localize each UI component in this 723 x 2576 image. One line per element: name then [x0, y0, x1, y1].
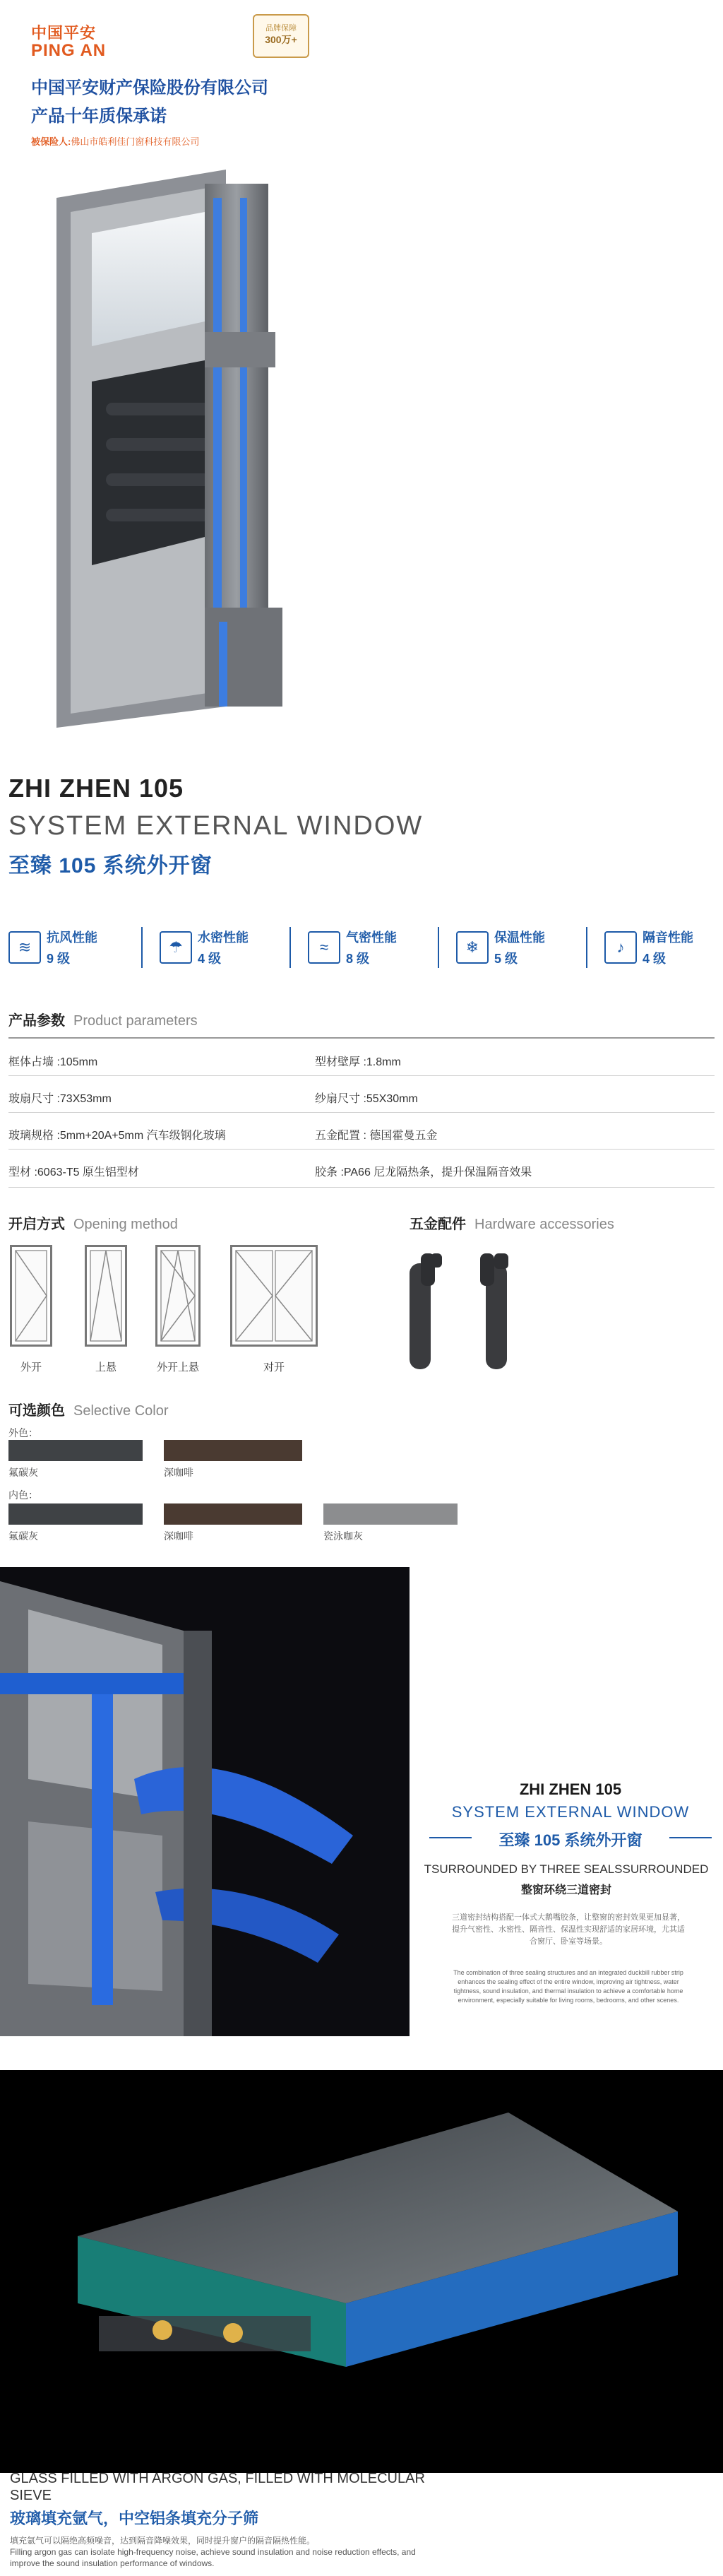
mute-speaker-icon: ♪	[604, 931, 637, 964]
warranty-promise: 产品十年质保承诺	[31, 107, 167, 126]
seal-feature-en: TSURROUNDED BY THREE SEALSSURROUNDED	[424, 1862, 709, 1876]
wind-icon: ≋	[8, 931, 41, 964]
hardware-title-cn: 五金配件	[410, 1217, 466, 1232]
perf-level: 4 级	[198, 952, 222, 966]
glass-unit-illustration	[0, 2070, 723, 2473]
perf-item-water	[160, 924, 249, 971]
color-swatch	[8, 1503, 143, 1525]
param-cell: 玻璃规格 :5mm+20A+5mm 汽车级钢化玻璃	[8, 1130, 226, 1142]
colors-title-cn: 可选颜色	[8, 1403, 65, 1419]
product-subtitle-en: SYSTEM EXTERNAL WINDOW	[8, 811, 424, 841]
insurer-company: 中国平安财产保险股份有限公司	[31, 78, 268, 98]
glass-desc	[10, 2535, 434, 2569]
param-cell: 纱扇尺寸 :55X30mm	[315, 1093, 418, 1105]
seal-subtitle-en: SYSTEM EXTERNAL WINDOW	[451, 1803, 690, 1821]
badge-value: 300万+	[265, 34, 297, 45]
divider	[438, 927, 439, 968]
insured-party	[31, 134, 199, 148]
product-name-cn: 至臻 105 系统外开窗	[8, 854, 213, 878]
colors-heading	[8, 1399, 169, 1419]
params-rule	[8, 1037, 715, 1039]
perf-name: 抗风性能	[47, 930, 97, 945]
opening-heading	[8, 1212, 178, 1233]
color-swatch	[8, 1440, 143, 1461]
brand-guarantee-badge	[253, 14, 309, 58]
param-cell: 型材 :6063-T5 原生铝型材	[8, 1166, 139, 1178]
opening-title-en: Opening method	[73, 1217, 178, 1232]
casement-out-diagram	[10, 1245, 52, 1347]
colors-title-en: Selective Color	[73, 1403, 169, 1419]
glass-desc-en: Filling argon gas can isolate high-frequency noise, achieve sound insulation and noise reduction effects, and improve the sound insulation performance of windows.	[10, 2547, 416, 2568]
color-swatch	[164, 1503, 302, 1525]
badge-label: 品牌保障	[265, 24, 297, 33]
pingan-logo-en: PING AN	[31, 41, 107, 60]
perf-name: 气密性能	[346, 930, 397, 945]
opening-label: 对开	[263, 1361, 285, 1373]
row-divider	[8, 1075, 715, 1076]
water-drop-icon: ☂	[160, 931, 192, 964]
glass-title-en: GLASS FILLED WITH ARGON GAS, FILLED WITH MOLECULAR SIEVE	[10, 2471, 425, 2503]
perf-level: 5 级	[494, 952, 518, 966]
perf-level: 8 级	[346, 952, 370, 966]
insured-value: 佛山市皓利佳门窗科技有限公司	[71, 136, 200, 147]
airflow-icon: ≈	[308, 931, 340, 964]
casement-top-hung-diagram	[155, 1245, 201, 1347]
perf-item-sound	[604, 924, 693, 971]
param-cell: 玻扇尺寸 :73X53mm	[8, 1093, 112, 1105]
opening-label: 外开上悬	[156, 1361, 199, 1373]
seal-profile-illustration	[0, 1567, 410, 2036]
divider	[586, 927, 587, 968]
window-section-illustration	[28, 170, 297, 735]
perf-level: 4 级	[643, 952, 667, 966]
product-name-en: ZHI ZHEN 105	[8, 774, 184, 803]
param-cell: 胶条 :PA66 尼龙隔热条，提升保温隔音效果	[315, 1166, 532, 1178]
opening-label: 上悬	[95, 1361, 116, 1373]
row-divider	[8, 1149, 715, 1150]
color-name: 氟碳灰	[8, 1530, 38, 1542]
seal-name-en: ZHI ZHEN 105	[519, 1780, 622, 1798]
deco-line	[669, 1837, 712, 1838]
divider	[141, 927, 143, 968]
perf-name: 水密性能	[198, 930, 249, 945]
deco-line	[429, 1837, 472, 1838]
perf-level: 9 级	[47, 952, 71, 966]
inner-color-label: 内色：	[8, 1489, 38, 1501]
params-title-cn: 产品参数	[8, 1013, 65, 1029]
hardware-title-en: Hardware accessories	[474, 1217, 614, 1232]
insured-label: 被保险人:	[31, 136, 71, 147]
row-divider	[8, 1112, 715, 1113]
color-swatch	[164, 1440, 302, 1461]
perf-item-air	[308, 924, 397, 971]
outer-color-label: 外色：	[8, 1427, 38, 1438]
perf-name: 保温性能	[494, 930, 545, 945]
thermometer-snow-icon: ❄	[456, 931, 489, 964]
color-name: 瓷泳咖灰	[323, 1530, 363, 1542]
perf-item-thermal	[456, 924, 545, 971]
hardware-heading	[410, 1212, 614, 1233]
seal-desc-en: The combination of three sealing structures and an integrated duckbill rubber strip enhances the sealing effect of the entire window, improving air tightness, water tightness, sound insulation, and thermal insulation to achieve a comfortable home environment, especially suitable for living rooms, bedrooms, and other scenes.	[453, 1969, 683, 2004]
seal-name-cn: 至臻 105 系统外开窗	[498, 1831, 643, 1849]
perf-item-wind	[8, 924, 97, 971]
pingan-logo-cn: 中国平安	[31, 24, 97, 42]
seal-desc-cn: 三道密封结构搭配一体式大鹅嘴胶条，让整窗的密封效果更加显著，提升气密性、水密性、隔音性、保温性实现舒适的家居环境，尤其适合窗厅、卧室等场景。	[452, 1913, 685, 1946]
divider	[289, 927, 291, 968]
double-casement-diagram	[230, 1245, 318, 1347]
param-cell: 型材壁厚 :1.8mm	[315, 1056, 401, 1068]
glass-title-cn: 玻璃填充氩气，中空铝条填充分子筛	[10, 2510, 259, 2527]
window-handle-image	[395, 1243, 537, 1385]
param-cell: 框体占墙 :105mm	[8, 1056, 98, 1068]
params-title-en: Product parameters	[73, 1013, 198, 1029]
color-swatch	[323, 1503, 458, 1525]
color-name: 深咖啡	[164, 1467, 193, 1478]
color-name: 深咖啡	[164, 1530, 193, 1542]
perf-name: 隔音性能	[643, 930, 693, 945]
glass-unit-image	[0, 2070, 723, 2473]
top-hung-diagram	[85, 1245, 127, 1347]
opening-title-cn: 开启方式	[8, 1217, 65, 1232]
row-divider	[8, 1187, 715, 1188]
seal-feature-cn: 整窗环绕三道密封	[520, 1884, 611, 1896]
opening-label: 外开	[20, 1361, 42, 1373]
param-cell: 五金配置 : 德国霍曼五金	[315, 1130, 438, 1142]
glass-desc-cn: 填充氩气可以隔绝高频噪音，达到隔音降噪效果，同时提升窗户的隔音隔热性能。	[10, 2536, 316, 2546]
color-name: 氟碳灰	[8, 1467, 38, 1478]
params-heading	[8, 1009, 198, 1029]
seal-profile-image	[0, 1567, 410, 2036]
